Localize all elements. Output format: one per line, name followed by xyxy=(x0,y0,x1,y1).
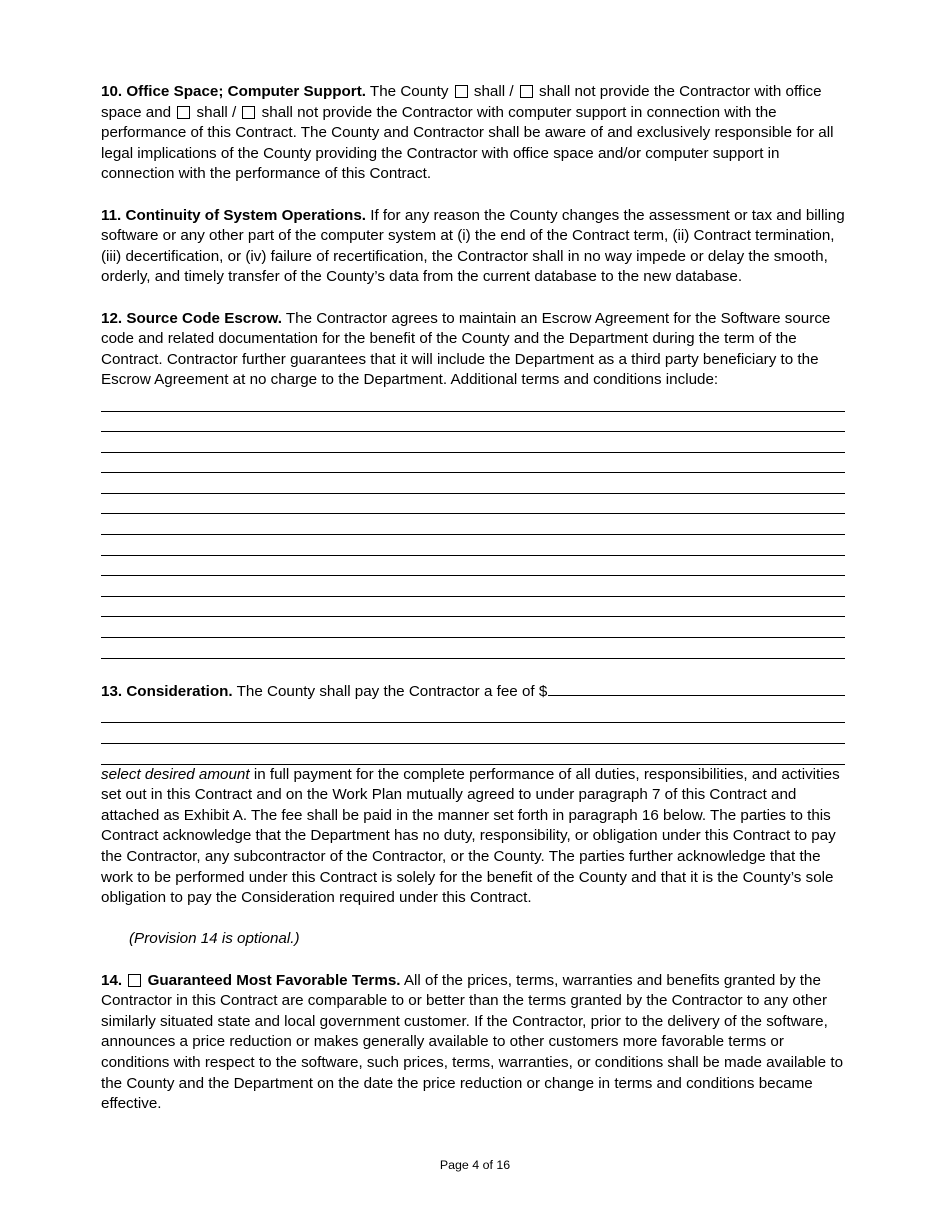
blank-line[interactable] xyxy=(101,432,845,453)
blank-line[interactable] xyxy=(101,556,845,577)
section-12-body: The Contractor agrees to maintain an Escrow Agreement for the Software source code and related documentation for the benefit of the County and the Department during the term of the Contract. Contractor further guarantees that it will include the Department as a third party beneficiary to the Escrow Agreement at no charge to the Department. Additional terms and conditions include: xyxy=(101,309,831,389)
section-14-body: All of the prices, terms, warranties and benefits granted by the Contractor in this Contract are comparable to or better than the terms granted by the Contractor to any other similarly situated state and local government customer. If the Contractor, prior to the delivery of the software, announces a price reduction or makes generally available to other customers more favorable terms or conditions with respect to the software, such prices, terms, warranties, or conditions shall be made available to the County and the Department on the date the price reduction or change in terms and conditions became effective. xyxy=(101,971,844,1113)
provision-14-note: (Provision 14 is optional.) xyxy=(129,930,300,948)
section-13-lead: The County shall pay the Contractor a fee of $ xyxy=(232,683,548,701)
escrow-terms-blank-lines[interactable] xyxy=(101,391,845,659)
blank-line[interactable] xyxy=(101,617,845,638)
section-11-heading: 11. Continuity of System Operations. xyxy=(101,206,366,224)
section-14-heading: Guaranteed Most Favorable Terms. xyxy=(147,971,401,989)
section-10-shall-1: shall / xyxy=(469,83,518,100)
blank-line[interactable] xyxy=(101,494,845,515)
computer-support-shall-not-checkbox[interactable] xyxy=(242,106,255,119)
blank-line[interactable] xyxy=(101,744,845,765)
blank-line[interactable] xyxy=(101,391,845,412)
section-11-body: If for any reason the County changes the assessment or tax and billing software or any other part of the computer system at (i) the end of the Contract term, (ii) Contract termination, (iii) decertification, or (iv) failure of recertification, the Contractor shall in no way impede or delay the smooth, orderly, and timely transfer of the County’s data from the current database to the new database. xyxy=(101,206,845,286)
blank-line[interactable] xyxy=(101,453,845,474)
section-12-heading: 12. Source Code Escrow. xyxy=(101,309,282,327)
section-14-number: 14. xyxy=(101,971,123,989)
most-favorable-terms-checkbox[interactable] xyxy=(128,974,141,987)
blank-line[interactable] xyxy=(101,723,845,744)
fee-blank-lines[interactable] xyxy=(101,703,845,765)
document-page xyxy=(101,82,845,1135)
section-11 xyxy=(101,206,845,288)
office-space-shall-not-checkbox[interactable] xyxy=(520,85,533,98)
section-13 xyxy=(101,679,845,909)
computer-support-shall-checkbox[interactable] xyxy=(177,106,190,119)
blank-line[interactable] xyxy=(101,412,845,433)
blank-line[interactable] xyxy=(101,597,845,618)
blank-line[interactable] xyxy=(101,514,845,535)
section-10-shall-2: shall / xyxy=(192,103,241,121)
section-13-heading: 13. Consideration. xyxy=(101,683,233,701)
section-13-body: in full payment for the complete performance of all duties, responsibilities, and activities set out in this Contract and on the Work Plan mutually agreed to under paragraph 7 of this Contract and attached as Exhibit A. The fee shall be paid in the manner set forth in paragraph 16 below. The parties to this Contract acknowledge that the Department has no duty, responsibility, or obligation under this Contract to pay the Contractor, any subcontractor of the Contractor, or the County. The parties further acknowledge that the work to be performed under this Contract is solely for the benefit of the County and that it is the County’s sole obligation to pay the Consideration required under this Contract. xyxy=(101,765,840,907)
blank-line[interactable] xyxy=(101,703,845,724)
fee-amount-field[interactable] xyxy=(548,679,845,696)
section-10-text-3: shall not provide the Contractor with computer support in connection with the performance of this Contract. The County and Contractor shall be aware of and exclusively responsible for all legal implications of the County providing the Contractor with office space and/or computer support in connection with the performance of this Contract. xyxy=(101,103,834,183)
section-10-text-1: The County xyxy=(365,83,453,100)
section-12 xyxy=(101,309,845,659)
section-10-heading: 10. Office Space; Computer Support. xyxy=(101,83,366,100)
section-14 xyxy=(101,971,845,1115)
office-space-shall-checkbox[interactable] xyxy=(455,85,468,98)
blank-line[interactable] xyxy=(101,638,845,659)
section-10 xyxy=(101,82,845,185)
blank-line[interactable] xyxy=(101,576,845,597)
blank-line[interactable] xyxy=(101,535,845,556)
blank-line[interactable] xyxy=(101,473,845,494)
section-10-text-2: shall not provide the Contractor with office space and xyxy=(101,83,822,121)
select-amount-hint: select desired amount xyxy=(101,765,250,783)
page-number: Page 4 of 16 xyxy=(439,1158,511,1172)
